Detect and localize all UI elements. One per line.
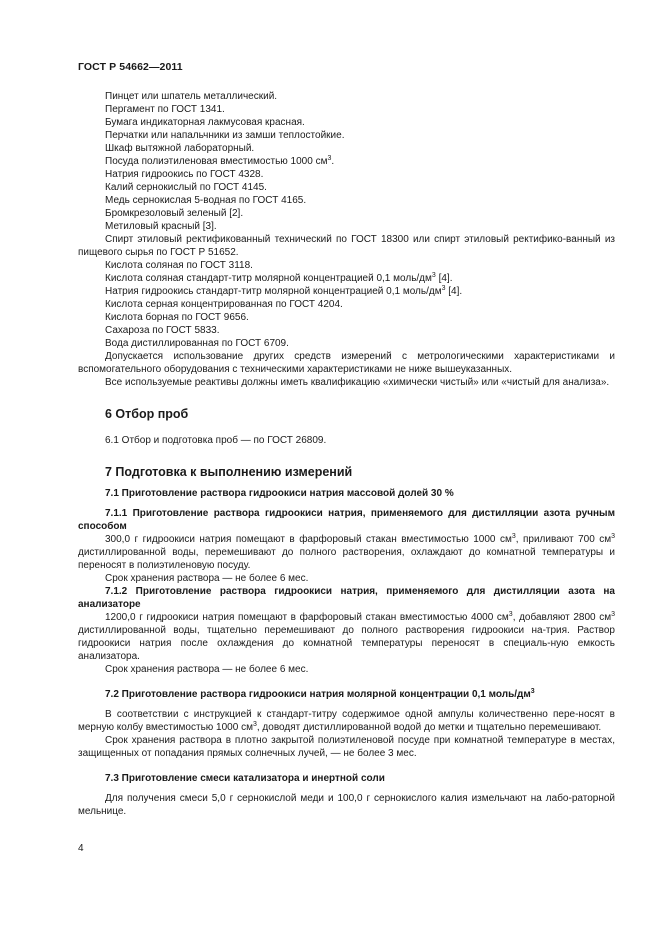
section-7-title: 7 Подготовка к выполнению измерений — [105, 465, 353, 479]
superscript: 3 — [611, 533, 616, 540]
list-item-text: Кислота соляная стандарт-титр молярной концентрацией 0,1 моль/дм — [105, 273, 432, 284]
superscript: 3 — [511, 533, 516, 540]
list-item: Бромкрезоловый зеленый [2]. — [105, 208, 244, 219]
list-item: Шкаф вытяжной лабораторный. — [105, 143, 255, 154]
storage-term: Срок хранения раствора — не более 6 мес. — [105, 664, 309, 675]
superscript: 3 — [508, 611, 513, 618]
list-item-text: Натрия гидроокись стандарт-титр молярной концентрацией 0,1 моль/дм — [105, 286, 442, 297]
list-item: Метиловый красный [3]. — [105, 221, 217, 232]
superscript: 3 — [611, 611, 616, 618]
paragraph-text: , приливают 700 см — [515, 534, 612, 545]
list-item: Пинцет или шпатель металлический. — [105, 91, 278, 102]
superscript: 3 — [431, 272, 436, 279]
list-item: Натрия гидроокись по ГОСТ 4328. — [105, 169, 264, 180]
document-code: ГОСТ Р 54662—2011 — [78, 61, 183, 73]
list-item: Кислота борная по ГОСТ 9656. — [105, 312, 249, 323]
paragraph-7-2-storage: Срок хранения раствора в плотно закрытой полиэтиленовой посуде при комнатной температуре в местах, защищенных от попадания прямых солнечных лучей, — не более 3 мес. — [78, 735, 615, 759]
list-item — [78, 155, 615, 168]
superscript: 3 — [252, 721, 257, 728]
list-item: Кислота серная концентрированная по ГОСТ 4204. — [105, 299, 343, 310]
list-item: Кислота соляная по ГОСТ 3118. — [105, 260, 253, 271]
page-number: 4 — [78, 843, 84, 854]
list-item: Калий сернокислый по ГОСТ 4145. — [105, 182, 267, 193]
subsection-title: 7.2 Приготовление раствора гидроокиси натрия молярной концентрации 0,1 моль/дм — [105, 689, 531, 700]
paragraph-reagents: Все используемые реактивы должны иметь квалификацию «химически чистый» или «чистый для анализа». — [105, 377, 610, 388]
subsection-7-1-2: 7.1.2 Приготовление раствора гидроокиси натрия, применяемого для дистилляции азота на анализаторе — [78, 586, 615, 610]
storage-term: Срок хранения раствора — не более 6 мес. — [105, 573, 309, 584]
paragraph-7-3: Для получения смеси 5,0 г сернокислой меди и 100,0 г сернокислого калия измельчают на лабо-раторной мельнице. — [78, 793, 615, 817]
superscript: 3 — [530, 688, 535, 695]
list-item: Сахароза по ГОСТ 5833. — [105, 325, 220, 336]
paragraph-other-means: Допускается использование других средств измерений с метрологическими характеристиками и вспомогательного оборудования с техническими характеристиками не ниже вышеуказанных. — [78, 351, 615, 375]
list-item: Вода дистиллированная по ГОСТ 6709. — [105, 338, 289, 349]
paragraph-text: , доводят дистиллированной водой до метки и тщательно перемешивают. — [256, 722, 602, 733]
list-item: Медь сернокислая 5-водная по ГОСТ 4165. — [105, 195, 307, 206]
list-item-text: Посуда полиэтиленовая вместимостью 1000 см — [105, 156, 328, 167]
paragraph-text: , добавляют 2800 см — [512, 612, 612, 623]
subsection-7-1-1: 7.1.1 Приготовление раствора гидроокиси натрия, применяемого для дистилляции азота ручным способом — [78, 508, 615, 532]
alcohol-paragraph: Спирт этиловый ректификованный технический по ГОСТ 18300 или спирт этиловый ректифико-ванный из пищевого сырья по ГОСТ Р 51652. — [78, 234, 615, 258]
paragraph-text: 1200,0 г гидроокиси натрия помещают в фарфоровый стакан вместимостью 4000 см — [105, 612, 509, 623]
superscript: 3 — [327, 155, 332, 162]
list-item-ref: [4]. — [445, 286, 463, 297]
paragraph-7-1-1 — [78, 533, 615, 572]
list-item — [78, 272, 615, 285]
period: . — [331, 156, 335, 167]
list-item-ref: [4]. — [435, 273, 453, 284]
subsection-7-2 — [78, 688, 615, 701]
list-item: Бумага индикаторная лакмусовая красная. — [105, 117, 305, 128]
paragraph-7-1-2 — [78, 611, 615, 663]
paragraph-text: В соответствии с инструкцией к стандарт-титру содержимое одной ампулы количественно пере-носят в мерную колбу вместимостью 1000 см — [78, 709, 615, 733]
subsection-7-1: 7.1 Приготовление раствора гидроокиси натрия массовой долей 30 % — [105, 488, 454, 499]
list-item: Пергамент по ГОСТ 1341. — [105, 104, 225, 115]
section-6-title: 6 Отбор проб — [105, 407, 189, 421]
subsection-7-3: 7.3 Приготовление смеси катализатора и инертной соли — [105, 773, 385, 784]
paragraph-7-2 — [78, 708, 615, 734]
page-content — [78, 90, 615, 818]
paragraph-text: 300,0 г гидроокиси натрия помещают в фарфоровый стакан вместимостью 1000 см — [105, 534, 512, 545]
list-item: Перчатки или напальчники из замши теплостойкие. — [105, 130, 345, 141]
paragraph-text: дистиллированной воды, перемешивают до полного растворения, охлаждают до комнатной температуры и переносят в полиэтиленовую посуду. — [78, 547, 615, 571]
superscript: 3 — [441, 285, 446, 292]
section-6-text: 6.1 Отбор и подготовка проб — по ГОСТ 26809. — [105, 435, 327, 446]
paragraph-text: дистиллированной воды, тщательно перемешивают до полного растворения гидроокиси на-трия. Раствор гидроокиси натрия после охлаждения до комнатной температуры переносят в специаль-ную емкость анализатора. — [78, 625, 615, 662]
list-item — [78, 285, 615, 298]
